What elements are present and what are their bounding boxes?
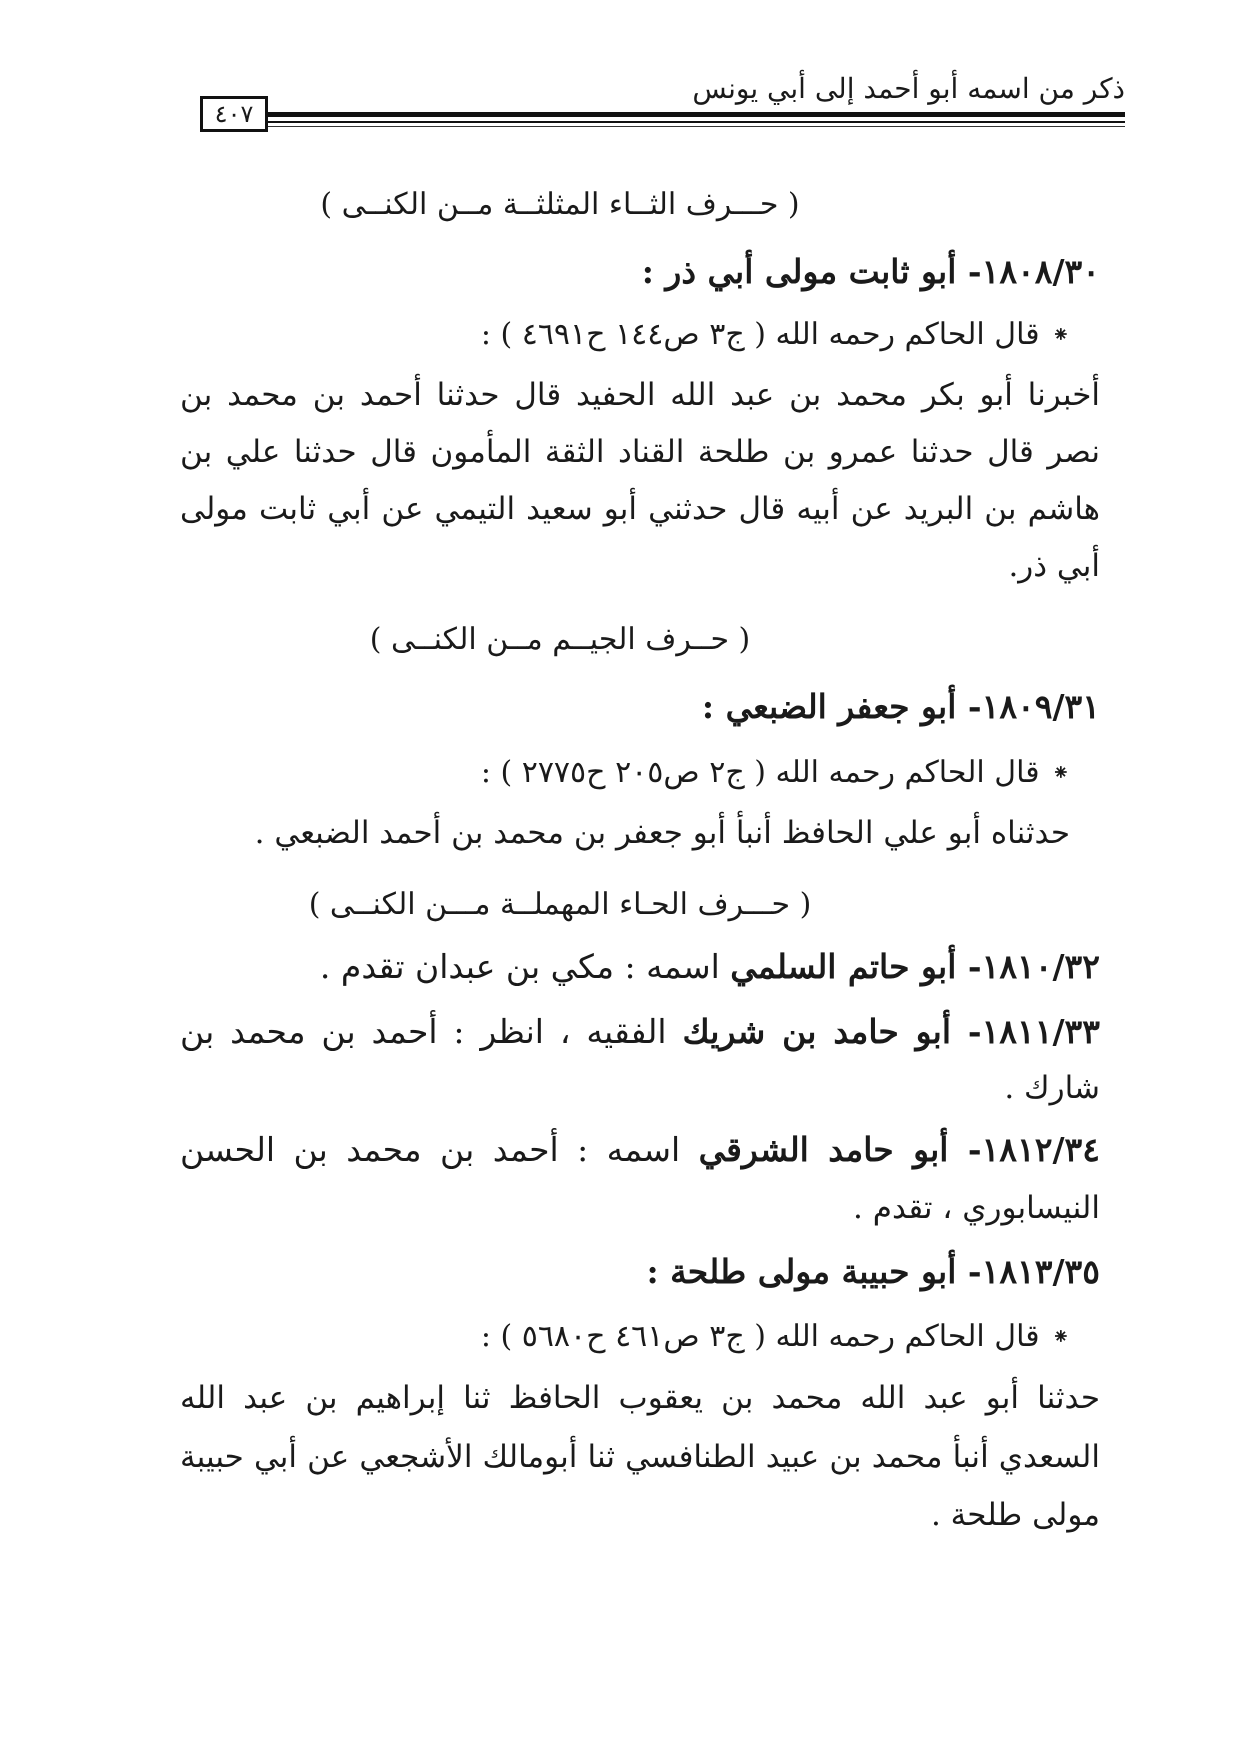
star-icon: ⁕ (1051, 761, 1070, 786)
entry-title: - أبو جعفر الضبعي : (701, 687, 982, 726)
entry-1808-text-line-2: نصر قال حدثنا عمرو بن طلحة القناد الثقة المأمون قال حدثنا علي بن (180, 434, 1100, 470)
entry-1808-text-line-3: هاشم بن البريد عن أبيه قال حدثني أبو سعيد التيمي عن أبي ثابت مولى (180, 491, 1100, 527)
entry-number: ١٨١٢/٣٤ (981, 1130, 1100, 1169)
entry-1808-citation-line (480, 317, 1070, 352)
entry-1809-citation-line (480, 755, 1070, 790)
citation: قال الحاكم رحمه الله ( ج٢ ص٢٠٥ ح٢٧٧٥ ) : (480, 755, 1040, 790)
entry-number: ١٨١١/٣٣ (981, 1012, 1100, 1051)
header-rule-thick (268, 112, 1125, 117)
entry-number: ١٨٠٨/٣٠ (981, 252, 1100, 291)
entry-1808-text-line-1: أخبرنا أبو بكر محمد بن عبد الله الحفيد قال حدثنا أحمد بن محمد بن (180, 377, 1100, 413)
entry-1813-text-line-2: السعدي أنبأ محمد بن عبيد الطنافسي ثنا أبومالك الأشجعي عن أبي حبيبة (180, 1439, 1100, 1475)
entry-1813-text-line-1: حدثنا أبو عبد الله محمد بن يعقوب الحافظ ثنا إبراهيم بن عبد الله (180, 1380, 1100, 1416)
entry-number: ١٨٠٩/٣١ (981, 687, 1100, 726)
entry-1811 (180, 1012, 1100, 1051)
entry-title: - أبو حاتم السلمي (730, 947, 982, 986)
section-heading-ha: ( حـــرف الحـاء المهملــة مـــن الكنــى ) (308, 887, 812, 922)
entry-1813-citation-line (480, 1319, 1070, 1354)
page-number: ٤٠٧ (200, 96, 268, 132)
header-rule-hairline (268, 126, 1125, 127)
entry-text: الفقيه ، انظر : أحمد بن محمد بن (180, 1012, 683, 1051)
section-heading-jim: ( حــرف الجيــم مــن الكنــى ) (369, 622, 751, 657)
entry-number: ١٨١٣/٣٥ (981, 1252, 1100, 1291)
entry-1809-heading (701, 687, 1100, 726)
running-header (195, 68, 1125, 138)
entry-number: ١٨١٠/٣٢ (981, 947, 1100, 986)
running-title: ذكر من اسمه أبو أحمد إلى أبي يونس (692, 72, 1125, 105)
entry-1808-text-line-4: أبي ذر. (1008, 548, 1100, 584)
star-icon: ⁕ (1051, 323, 1070, 348)
entry-1811-continuation: شارك . (1004, 1070, 1100, 1106)
entry-1809-text-line-1: حدثناه أبو علي الحافظ أنبأ أبو جعفر بن محمد بن أحمد الضبعي . (254, 815, 1070, 851)
entry-1813-text-line-3: مولى طلحة . (930, 1497, 1100, 1533)
entry-title: - أبو حبيبة مولى طلحة : (646, 1252, 982, 1291)
section-heading-tha: ( حـــرف الثــاء المثلثــة مــن الكنــى ) (320, 187, 800, 222)
entry-1810 (319, 947, 1100, 986)
entry-title: - أبو حامد الشرقي (698, 1130, 982, 1169)
entry-1812-continuation: النيسابوري ، تقدم . (853, 1190, 1100, 1226)
entry-text: اسمه : أحمد بن محمد بن الحسن (180, 1130, 699, 1169)
entry-1808-heading (641, 252, 1100, 291)
entry-1812 (180, 1130, 1100, 1169)
header-rule-thin (268, 121, 1125, 123)
star-icon: ⁕ (1051, 1325, 1070, 1350)
citation: قال الحاكم رحمه الله ( ج٣ ص٤٦١ ح٥٦٨٠ ) : (480, 1319, 1040, 1354)
citation: قال الحاكم رحمه الله ( ج٣ ص١٤٤ ح٤٦٩١ ) : (480, 317, 1040, 352)
entry-title: - أبو ثابت مولى أبي ذر : (641, 252, 982, 291)
entry-text: اسمه : مكي بن عبدان تقدم . (319, 947, 731, 986)
entry-1813-heading (646, 1252, 1100, 1291)
entry-title: - أبو حامد بن شريك (682, 1012, 982, 1051)
